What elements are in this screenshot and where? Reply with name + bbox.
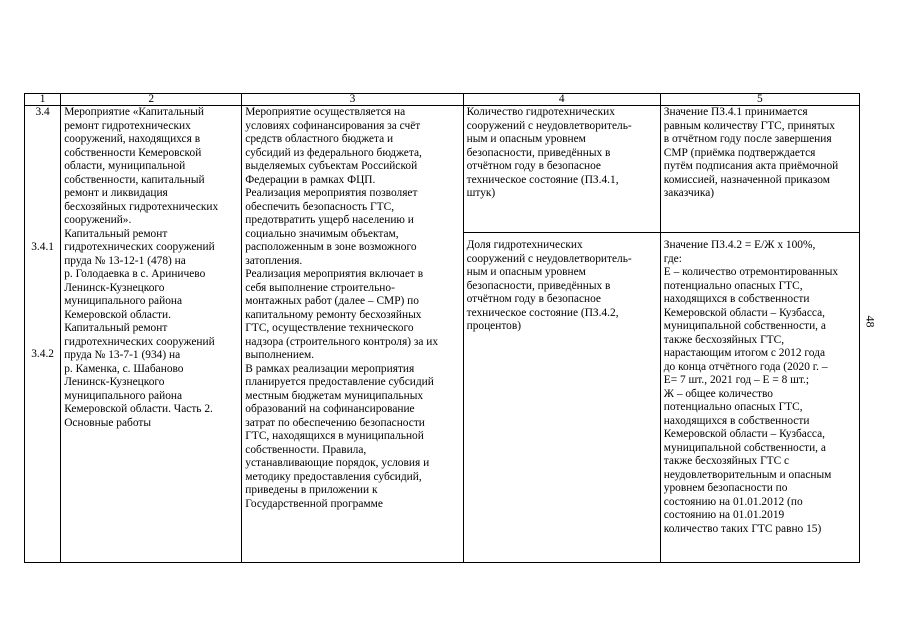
activity-title: Мероприятие «Капитальный ремонт гидротехнических сооружений, находящихся в собственности Кемеровской области, муниципальной собственности, капитальный ремонт и ликвидация бесхозяйных гидротехнических сооружений». bbox=[64, 106, 219, 226]
column-number-3: 3 bbox=[242, 94, 463, 106]
item-number-3-4-1: 3.4.1 bbox=[31, 241, 54, 253]
activity-description-cell bbox=[242, 106, 463, 563]
item-number-3-4-2: 3.4.2 bbox=[31, 348, 54, 360]
calculation-cell bbox=[660, 106, 859, 563]
item-numbers-cell bbox=[25, 106, 61, 563]
activity-name-cell bbox=[61, 106, 242, 563]
calculation-divider bbox=[661, 232, 859, 233]
activity-description: Мероприятие осуществляется на условиях софинансирования за счёт средств областного бюджета и субсидий из федерального бюджета, выделяемых субъектам Российской Федерации в рамках ФЦП. Реализация мероприятия позволяет обеспечить безопасность ГТС, предотвратить ущерб населению и социально значимым объектам, расположенным в зоне возможного затопления. Реализация мероприятия включает в себя выполнение строительно- монтажных работ (далее – СМР) по капитальному ремонту бесхозяйных ГТС, осуществление технического надзора (строительного контроля) за их выполнением. В рамках реализации мероприятия планируется предоставление субсидий местным бюджетам муниципальных образований на софинансирование затрат по обеспечению безопасности ГТС, находящихся в муниципальной собственности. Правила, устанавливающие порядок, условия и методику предоставления субсидий, приведены в приложении к Государственной программе bbox=[245, 106, 439, 510]
program-table bbox=[24, 93, 860, 563]
table-row bbox=[25, 106, 860, 563]
column-number-1: 1 bbox=[25, 94, 61, 106]
calculation-pz-4-2: Значение ПЗ.4.2 = Е/Ж х 100%, где: Е – количество отремонтированных потенциально опасных ГТС, находящихся в собственности Кемеровской области – Кузбасса, муниципальной собственности, а также бесхозяйных ГТС, нарастающим итогом с 2012 года до конца отчётного года (2020 г. – Е= 7 шт., 2021 год – Е = 8 шт.; Ж – общее количество потенциально опасных ГТС, находящихся в собственности Кемеровской области – Кузбасса, муниципальной собственности, а также бесхозяйных ГТС с неудовлетворительным и опасным уровнем безопасности по состоянию на 01.01.2012 (по состоянию на 01.01.2019 количество таких ГТС равно 15) bbox=[663, 239, 839, 535]
indicator-pz-4-2: Доля гидротехнических сооружений с неудовлетворитель- ным и опасным уровнем безопасности, приведённых в отчётном году в безопасное техническое состояние (ПЗ.4.2, процентов) bbox=[466, 239, 632, 332]
column-number-2: 2 bbox=[61, 94, 242, 106]
subactivity-3-4-2: Капитальный ремонт гидротехнических сооружений пруда № 13-7-1 (934) на р. Каменка, с. Шабаново Ленинск-Кузнецкого муниципального района Кемеровской области. Часть 2. Основные работы bbox=[64, 322, 215, 429]
item-number-3-4: 3.4 bbox=[35, 106, 50, 118]
column-number-row bbox=[25, 94, 860, 106]
column-number-5: 5 bbox=[660, 94, 859, 106]
indicator-divider bbox=[464, 232, 660, 233]
indicator-pz-4-1: Количество гидротехнических сооружений с неудовлетворитель- ным и опасным уровнем безопасности, приведённых в отчётном году в безопасное техническое состояние (ПЗ.4.1, штук) bbox=[466, 106, 632, 199]
subactivity-3-4-1: Капитальный ремонт гидротехнических сооружений пруда № 13-12-1 (478) на р. Голодаевка в с. Ариничево Ленинск-Кузнецкого муниципального района Кемеровской области. bbox=[64, 227, 215, 321]
page-number: 48 bbox=[863, 315, 878, 328]
indicator-cell bbox=[463, 106, 660, 563]
calculation-pz-4-1: Значение ПЗ.4.1 принимается равным количеству ГТС, принятых в отчётном году после завершения СМР (приёмка подтверждается путём подписания акта приёмочной комиссией, назначенной приказом заказчика) bbox=[663, 106, 839, 199]
column-number-4: 4 bbox=[463, 94, 660, 106]
